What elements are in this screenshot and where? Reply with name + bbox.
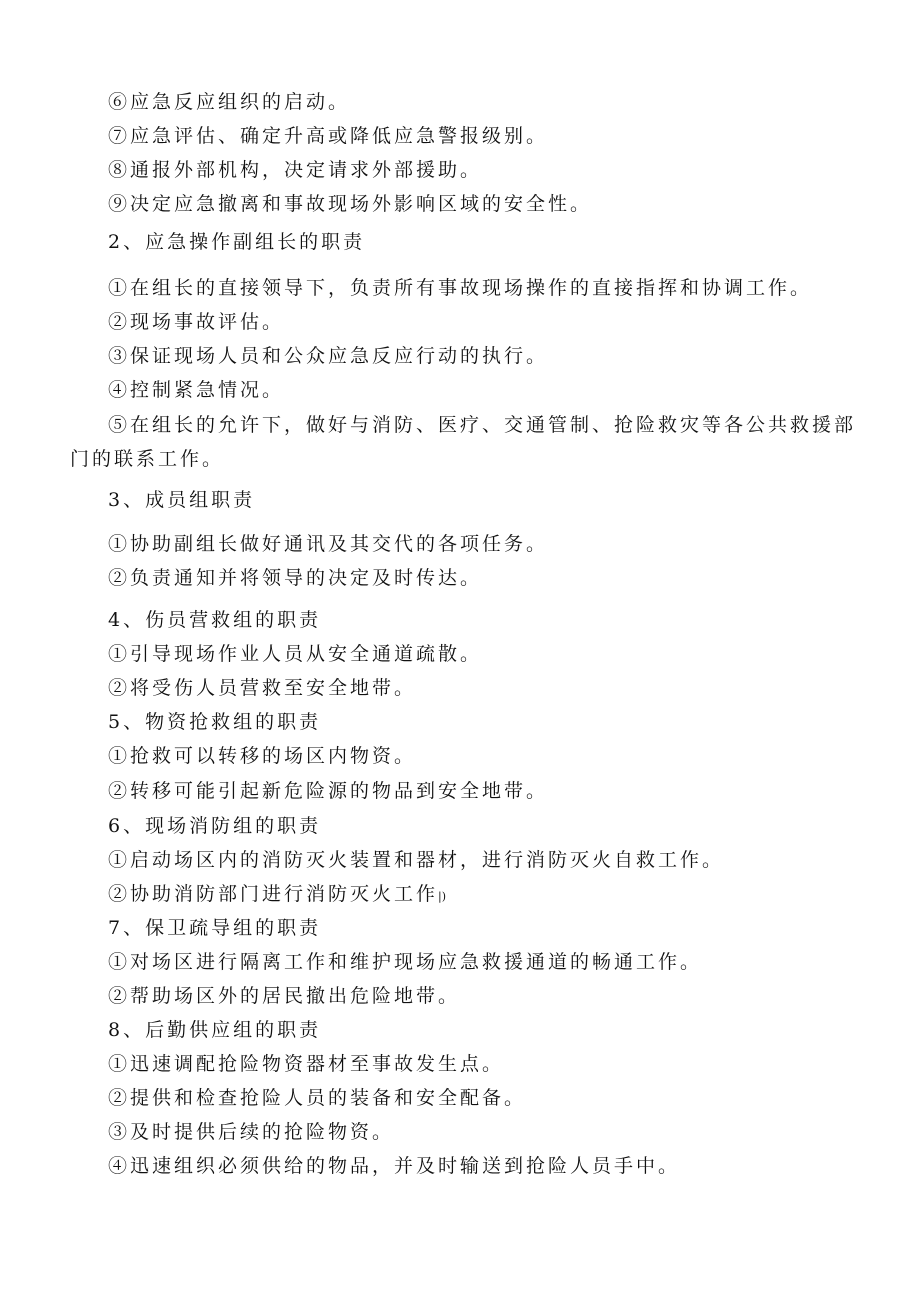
- section-3-heading: 3、成员组职责: [108, 489, 256, 511]
- section-8-item-3: ③及时提供后续的抢险物资。: [108, 1121, 395, 1143]
- section-7-item-2: ②帮助场区外的居民撤出危险地带。: [108, 985, 461, 1007]
- section-6-heading: 6、现场消防组的职责: [108, 815, 322, 837]
- section-2-item-2: ②现场事故评估。: [108, 311, 285, 333]
- section-7-item-1: ①对场区进行隔离工作和维护现场应急救援通道的畅通工作。: [108, 951, 703, 973]
- section-4-heading: 4、伤员营救组的职责: [108, 609, 322, 631]
- section-5-heading: 5、物资抢救组的职责: [108, 711, 322, 733]
- section-8-item-2: ②提供和检查抢险人员的装备和安全配备。: [108, 1087, 527, 1109]
- section-8-item-4: ④迅速组织必须供给的物品，并及时输送到抢险人员手中。: [108, 1155, 681, 1177]
- section-4-item-2: ②将受伤人员营救至安全地带。: [108, 677, 417, 699]
- section-2-heading: 2、应急操作副组长的职责: [108, 231, 366, 253]
- item-9-evacuation-decision: ⑨决定应急撤离和事故现场外影响区域的安全性。: [108, 193, 593, 215]
- section-8-heading: 8、后勤供应组的职责: [108, 1019, 322, 1041]
- section-5-item-2: ②转移可能引起新危险源的物品到安全地带。: [108, 780, 549, 802]
- section-7-heading: 7、保卫疏导组的职责: [108, 917, 322, 939]
- section-6-item-2-mark: |): [438, 890, 447, 903]
- section-8-item-1: ①迅速调配抢险物资器材至事故发生点。: [108, 1053, 505, 1075]
- section-3-item-1: ①协助副组长做好通讯及其交代的各项任务。: [108, 533, 549, 555]
- section-2-item-5: ⑤在组长的允许下，做好与消防、医疗、交通管制、抢险救灾等各公共救援部门的联系工作。: [70, 414, 857, 470]
- section-2-item-1: ①在组长的直接领导下，负责所有事故现场操作的直接指挥和协调工作。: [108, 277, 813, 299]
- item-7-emergency-assessment: ⑦应急评估、确定升高或降低应急警报级别。: [108, 125, 549, 147]
- section-4-item-1: ①引导现场作业人员从安全通道疏散。: [108, 643, 483, 665]
- section-3-item-2: ②负责通知并将领导的决定及时传达。: [108, 567, 483, 589]
- item-8-notify-external: ⑧通报外部机构，决定请求外部援助。: [108, 159, 483, 181]
- section-2-item-4: ④控制紧急情况。: [108, 379, 285, 401]
- section-2-item-3: ③保证现场人员和公众应急反应行动的执行。: [108, 345, 549, 367]
- section-6-item-2-text: ②协助消防部门进行消防灭火工作: [108, 883, 439, 905]
- section-5-item-1: ①抢救可以转移的场区内物资。: [108, 745, 417, 767]
- section-6-item-2: [108, 882, 446, 909]
- section-6-item-1: ①启动场区内的消防灭火装置和器材，进行消防灭火自救工作。: [108, 849, 725, 871]
- item-6-emergency-org-start: ⑥应急反应组织的启动。: [108, 91, 351, 113]
